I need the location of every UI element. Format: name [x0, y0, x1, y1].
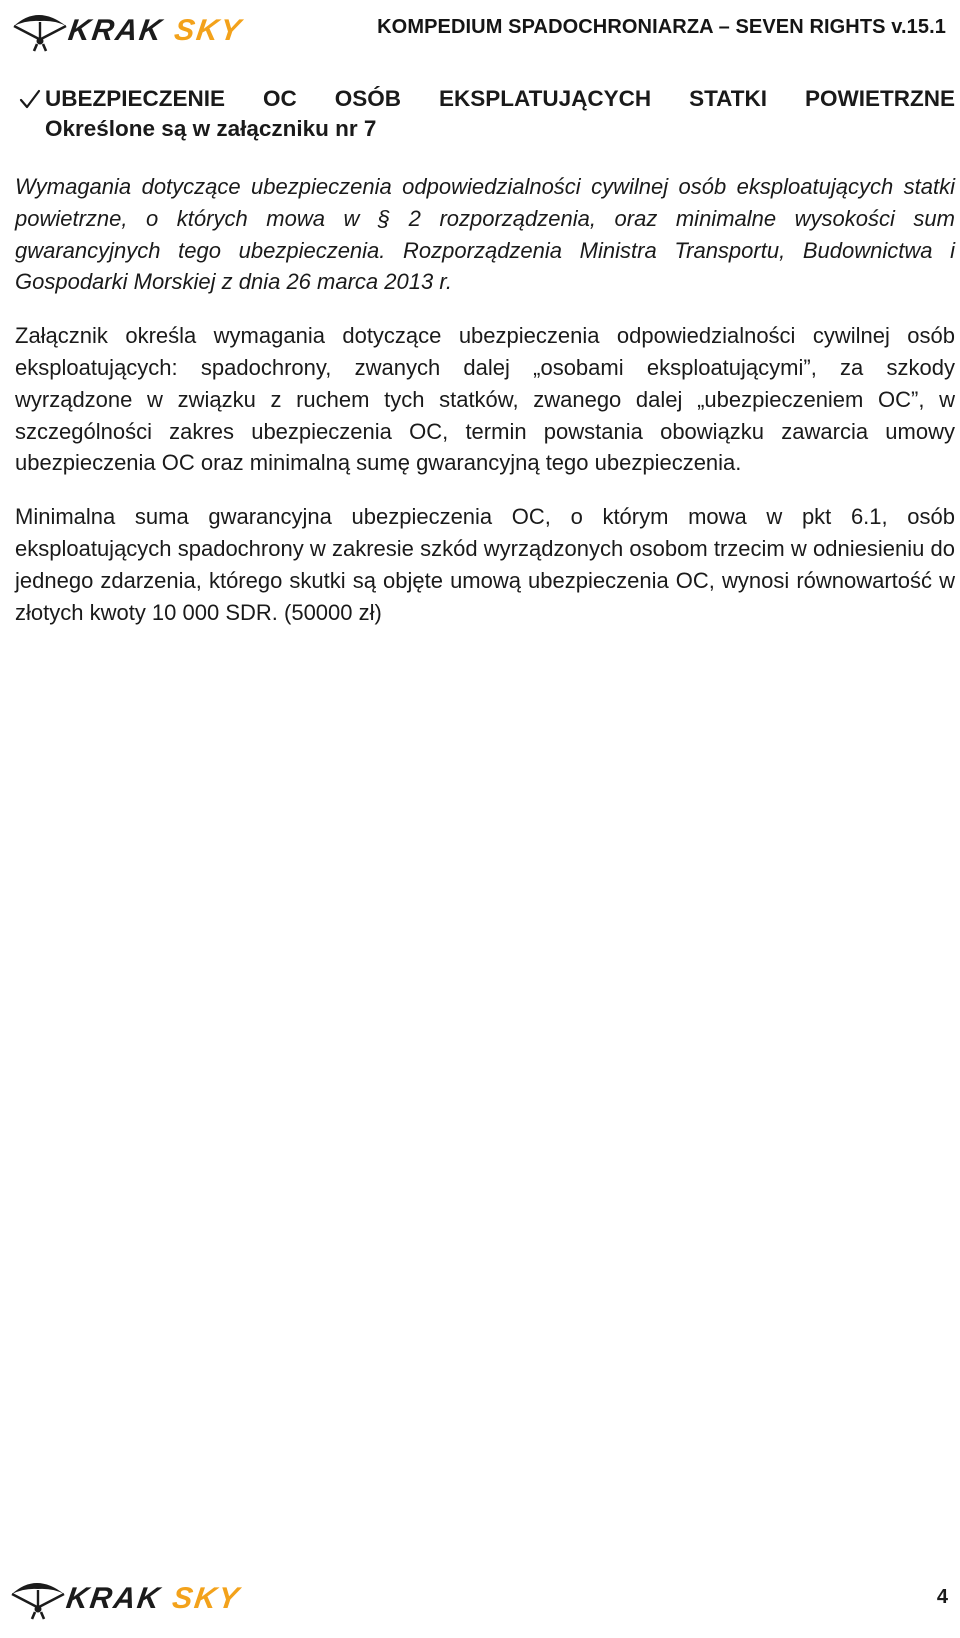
parachute-icon: [14, 15, 66, 51]
svg-text:SKY: SKY: [172, 14, 245, 47]
footer-logo-text: KRAKSKY: [8, 1574, 13, 1575]
body-paragraph: Załącznik określa wymagania dotyczące ubezpieczenia odpowiedzialności cywilnej osób eksploatujących: spadochrony, zwanych dalej „osobami eksploatującymi”, za szkody wyrządzone w związku z ruchem tych statków, zwanego dalej „ubezpieczeniem OC”, w szczególności zakres ubezpieczenia OC, termin powstania obowiązku zawarcia umowy ubezpieczenia OC oraz minimalną sumę gwarancyjną tego ubezpieczenia.: [15, 323, 955, 476]
kraksky-logo: [10, 6, 300, 52]
section-title: UBEZPIECZENIE OC OSÓB EKSPLATUJĄCYCH STATKI POWIETRZNE: [45, 86, 955, 111]
body-paragraph: Minimalna suma gwarancyjna ubezpieczenia OC, o którym mowa w pkt 6.1, osób eksploatujących spadochrony w zakresie szkód wyrządzonych osobom trzecim w odniesieniu do jednego zdarzenia, którego skutki są objęte umową ubezpieczenia OC, wynosi równowartość w złotych kwoty 10 000 SDR. (50000 zł): [15, 504, 955, 625]
svg-text:KRAK: KRAK: [66, 14, 166, 47]
page-number: 4: [936, 1586, 948, 1608]
svg-text:KRAK: KRAK: [64, 1582, 164, 1615]
page-content: [15, 84, 955, 650]
svg-text:SKY: SKY: [170, 1582, 243, 1615]
page-header: [10, 6, 950, 52]
footer-kraksky-logo: [8, 1574, 298, 1620]
check-icon: [15, 86, 45, 112]
parachute-icon: [12, 1583, 64, 1619]
regulation-reference: Wymagania dotyczące ubezpieczenia odpowiedzialności cywilnej osób eksploatujących statki powietrzne, o których mowa w § 2 rozporządzenia, oraz minimalne wysokości sum gwarancyjnych tego ubezpieczenia. Rozporządzenia Ministra Transportu, Budownictwa i Gospodarki Morskiej z dnia 26 marca 2013 r.: [15, 174, 955, 295]
document-title: KOMPEDIUM SPADOCHRONIARZA – SEVEN RIGHTS v.15.1: [377, 16, 946, 38]
section-subtitle: Określone są w załączniku nr 7: [45, 116, 377, 141]
header-logo-text: KRAKSKY: [10, 6, 15, 7]
section-heading: [15, 84, 955, 145]
